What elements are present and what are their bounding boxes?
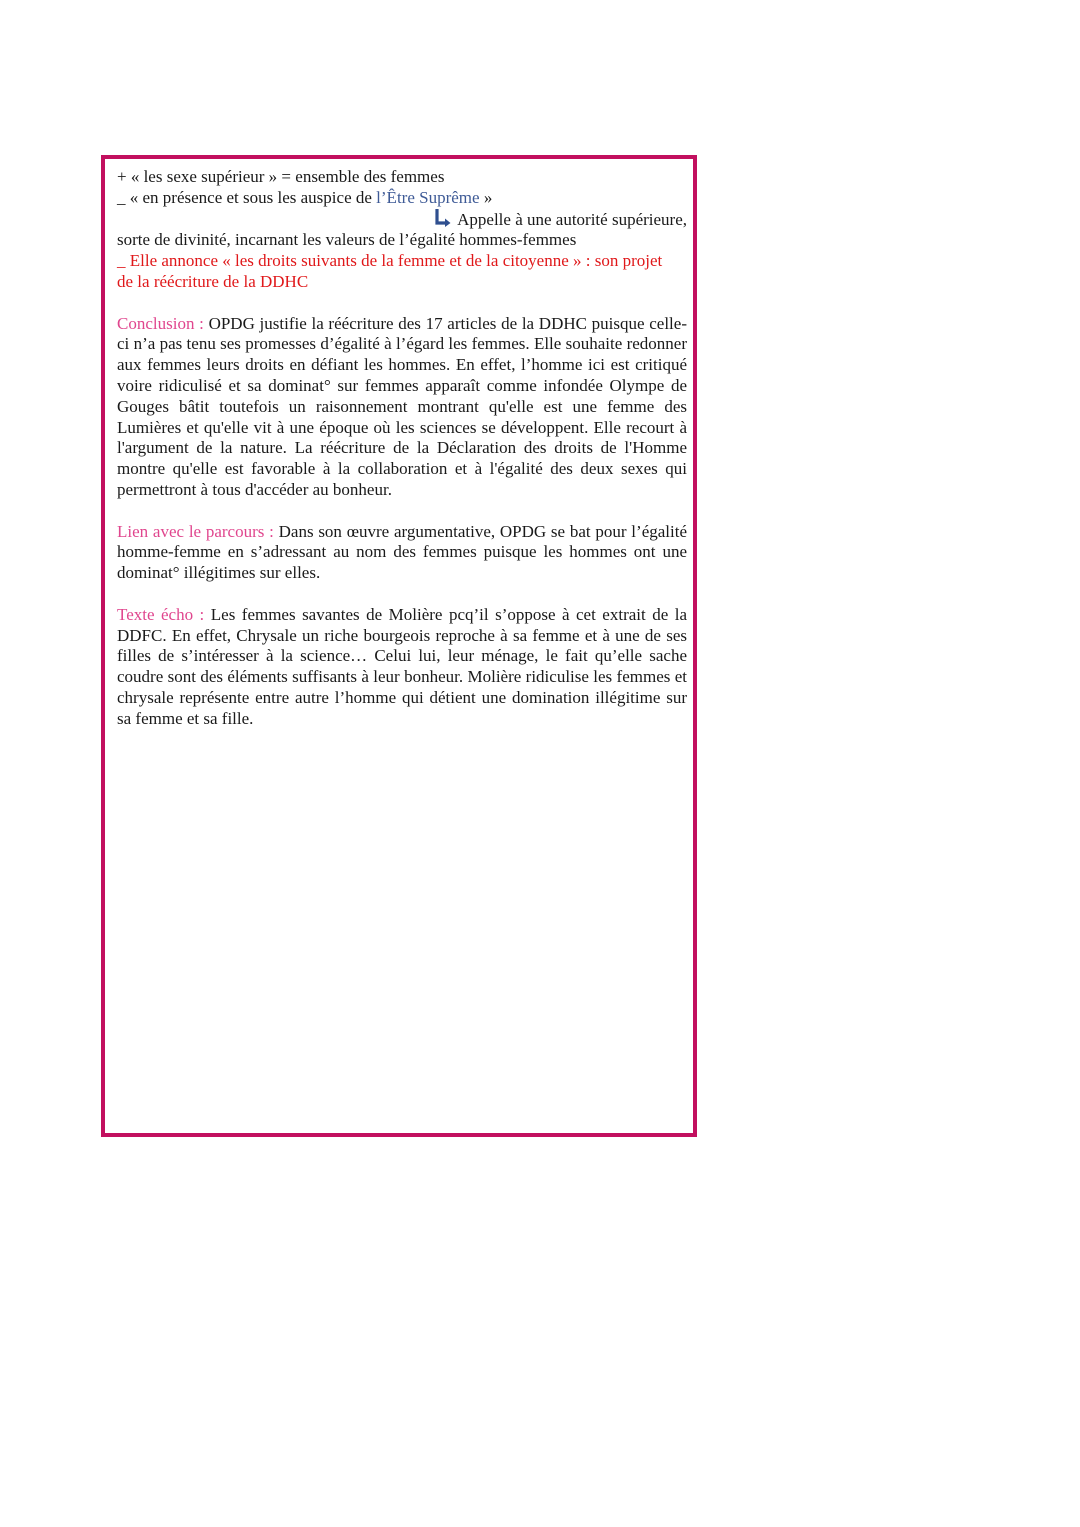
echo-paragraph <box>117 605 687 730</box>
notes-content <box>117 167 687 730</box>
conclusion-label: Conclusion : <box>117 313 204 333</box>
conclusion-text: OPDG justifie la réécriture des 17 articles de la DDHC puisque celle-ci n’a pas tenu ses promesses d’égalité à l’égard les femmes. Elle souhaite redonner aux femmes leurs droits en défiant les hommes. En effet, l’homme ici est critiqué voire ridiculisé et sa dominat° sur femmes apparaît comme infondée Olympe de Gouges bâtit toutefois un raisonnement montrant qu'elle est une femme des Lumières et qu'elle vit à une époque où les sciences se développent. Elle recourt à l'argument de la nature. La réécriture de la Déclaration des droits de l'Homme montre qu'elle est favorable à la collaboration et à l'égalité des deux sexes qui permettront à tous d'accéder au bonheur. <box>117 313 687 499</box>
page-frame <box>101 155 697 1137</box>
lien-label: Lien avec le parcours : <box>117 521 274 541</box>
echo-label: Texte écho : <box>117 604 205 624</box>
intro-line-supreme-suffix: » <box>479 187 493 207</box>
spacer <box>117 584 687 605</box>
intro-line-superior-sex: + « les sexe supérieur » = ensemble des femmes <box>117 167 445 186</box>
intro-line-rewrite-project: de la réécriture de la DDHC <box>117 271 309 291</box>
conclusion-paragraph <box>117 314 687 501</box>
spacer <box>117 293 687 314</box>
authority-text: Appelle à une autorité supérieure, <box>457 209 687 229</box>
lien-paragraph <box>117 522 687 584</box>
intro-line-supreme-prefix: _ « en présence et sous les auspice de <box>117 187 377 207</box>
intro-line-supreme-being <box>117 188 687 209</box>
echo-text: Les femmes savantes de Molière pcq’il s’oppose à cet extrait de la DDFC. En effet, Chrysale un riche bourgeois reproche à sa femme et à une de ses filles de s’intéresser à la science… Celui lui, leur ménage, le fait qu’elle sache coudre sont des éléments suffisants à leur bonheur. Molière ridiculise les femmes et chrysale représente entre autre l’homme qui détient une domination illégitime sur sa femme et sa fille. <box>117 604 687 728</box>
spacer <box>117 501 687 522</box>
lien-text: Dans son œuvre argumentative, OPDG se bat pour l’égalité homme-femme en s’adressant au nom des femmes puisque les hommes ont une dominat° illégitimes sur elles. <box>117 521 687 583</box>
intro-line-announce: _ Elle annonce « les droits suivants de la femme et de la citoyenne » : son projet <box>117 251 663 271</box>
supreme-being-highlight: l’Être Suprême <box>376 187 480 207</box>
intro-line-authority <box>117 209 687 231</box>
corner-arrow-right-icon <box>435 209 451 227</box>
intro-line-divinity: sorte de divinité, incarnant les valeurs de l’égalité hommes-femmes <box>117 230 577 250</box>
